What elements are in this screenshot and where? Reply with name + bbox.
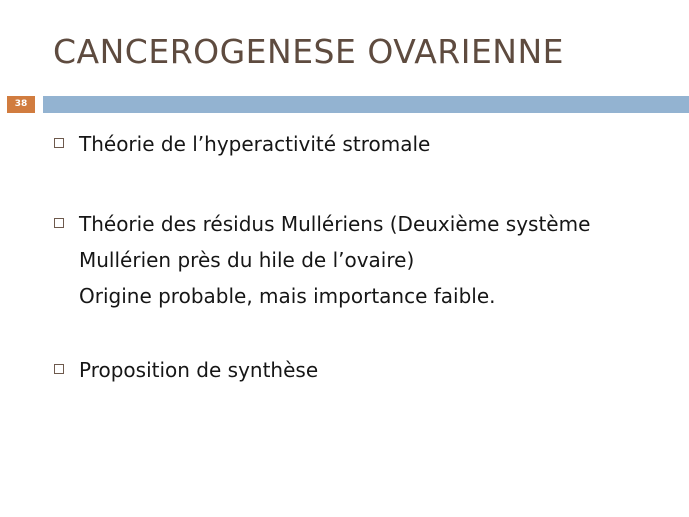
square-bullet-icon (54, 138, 64, 148)
bullet-text (79, 352, 669, 388)
bullet-text (79, 206, 669, 314)
bullet-text (79, 126, 669, 162)
square-bullet-icon (54, 218, 64, 228)
square-bullet-icon (54, 364, 64, 374)
title-rule (0, 96, 689, 113)
bullet-line: Origine probable, mais importance faible. (79, 284, 496, 308)
page-number-badge: 38 (7, 96, 35, 113)
slide-title: CANCEROGENESE OVARIENNE (53, 32, 565, 71)
title-rule-bar (43, 96, 689, 113)
bullet-line: Mullérien près du hile de l’ovaire) (79, 248, 415, 272)
bullet-line: Théorie de l’hyperactivité stromale (79, 132, 431, 156)
bullet-line: Théorie des résidus Mullériens (Deuxième système (79, 212, 591, 236)
bullet-line: Proposition de synthèse (79, 358, 319, 382)
